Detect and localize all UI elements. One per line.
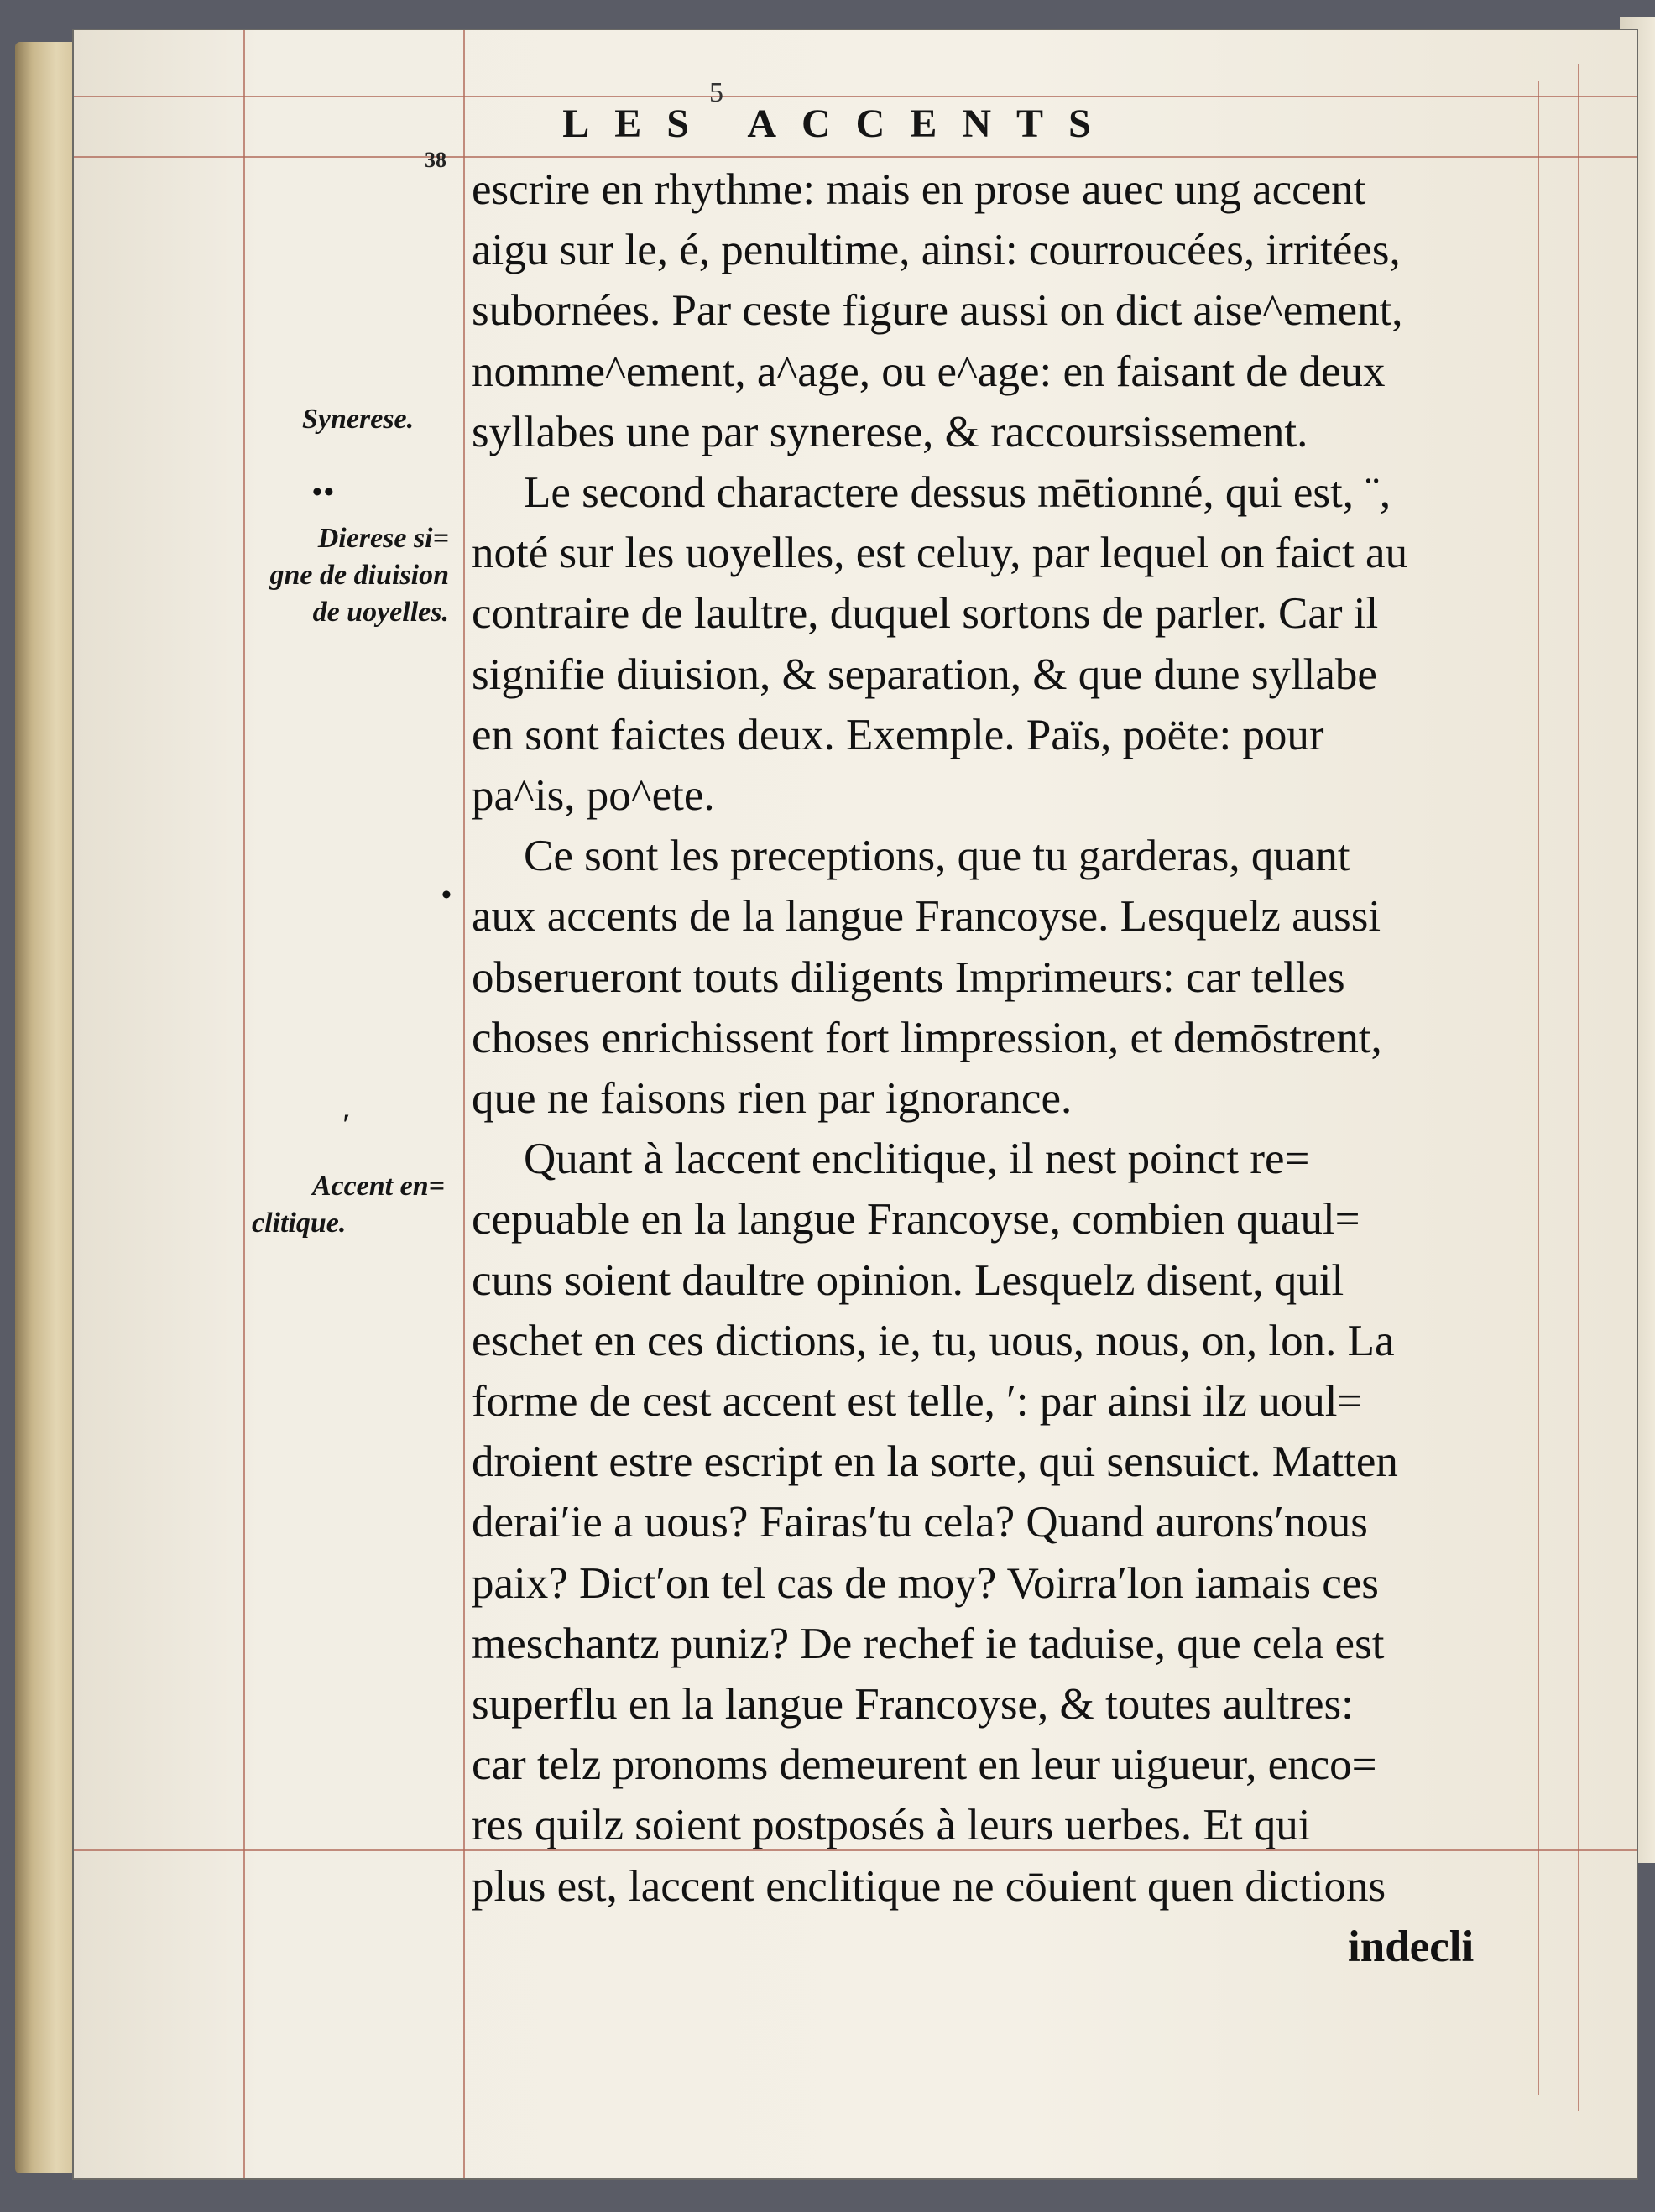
text-line: contraire de laultre, duquel sortons de parler. Car il (472, 589, 1379, 639)
text-line: nomme^ement, a^age, ou e^age: en faisant de deux (472, 347, 1386, 396)
margin-note-enclitic-line: Accent en= (311, 1171, 445, 1202)
top-rule (74, 96, 1637, 97)
page-number: 38 (425, 148, 446, 172)
margin-dot: • (441, 879, 452, 910)
text-line: Quant à laccent enclitique, il nest poinct re= (524, 1135, 1310, 1184)
text-line: superflu en la langue Francoyse, & toutes aultres: (472, 1680, 1354, 1729)
running-title: LES ACCENTS (562, 102, 1116, 146)
margin-note-enclitic (252, 1168, 445, 1242)
text-line: paix? Dictʹon tel cas de moy? Voirraʹlon iamais ces (472, 1558, 1379, 1608)
main-text-block (472, 159, 1504, 1977)
text-line: cuns soient daultre opinion. Lesquelz disent, quil (472, 1255, 1344, 1305)
catchword: indecli (1348, 1922, 1475, 1971)
margin-note-enclitic-line: clitique. (252, 1208, 347, 1239)
signature-mark: 5 (709, 77, 723, 108)
text-line: meschantz puniz? De rechef ie taduise, que cela est (472, 1619, 1385, 1668)
text-line: escrire en rhythme: mais en prose auec ung accent (472, 165, 1366, 214)
margin-note-dierese (252, 520, 449, 631)
book-binding (15, 42, 74, 2173)
text-line: choses enrichissent fort limpression, et demōstrent, (472, 1013, 1382, 1062)
text-line: subornées. Par ceste figure aussi on dict aise^ement, (472, 286, 1403, 336)
text-left-rule (463, 30, 465, 2178)
text-line: pa^is, po^ete. (472, 771, 715, 821)
text-line: eschet en ces dictions, ie, tu, uous, nous, on, lon. La (472, 1316, 1395, 1365)
outer-right-rule (1578, 64, 1579, 2111)
margin-note-dierese-line: gne de diuision (269, 560, 449, 591)
text-line: Le second charactere dessus mētionné, qui est, ¨, (524, 468, 1391, 518)
text-line: plus est, laccent enclitique ne cōuient quen dictions (472, 1861, 1386, 1911)
text-line: noté sur les uoyelles, est celuy, par lequel on faict au (472, 529, 1408, 578)
text-line: cepuable en la langue Francoyse, combien quaul= (472, 1195, 1360, 1244)
text-line: obserueront touts diligents Imprimeurs: car telles (472, 952, 1345, 1002)
margin-note-dierese-line: de uoyelles. (312, 597, 449, 628)
text-line: forme de cest accent est telle, ʹ: par ainsi ilz uoul= (472, 1377, 1363, 1427)
left-margin-rule (243, 30, 245, 2178)
header-rule (74, 156, 1637, 158)
margin-note-dierese-line: Dierese si= (317, 523, 449, 554)
text-line: que ne faisons rien par ignorance. (472, 1074, 1073, 1124)
text-line: Ce sont les preceptions, que tu garderas, quant (524, 832, 1350, 881)
text-line: signifie diuision, & separation, & que dune syllabe (472, 650, 1377, 699)
enclitic-accent-mark: ʹ (342, 1109, 351, 1140)
text-right-rule (1538, 81, 1539, 2095)
text-line: syllabes une par synerese, & raccoursissement. (472, 407, 1308, 456)
dieresis-mark: •• (312, 477, 336, 508)
text-line: res quilz soient postposés à leurs uerbes. Et qui (472, 1801, 1311, 1850)
text-line: droient estre escript en la sorte, qui sensuict. Matten (472, 1437, 1398, 1487)
text-line: aigu sur le, é, penultime, ainsi: courroucées, irritées, (472, 226, 1401, 275)
text-line: deraiʹie a uous? Fairasʹtu cela? Quand auronsʹnous (472, 1498, 1368, 1547)
text-line: car telz pronoms demeurent en leur uigueur, enco= (472, 1740, 1377, 1790)
text-line: en sont faictes deux. Exemple. Païs, poëte: pour (472, 710, 1324, 759)
margin-note-synerese: Synerese. (302, 404, 415, 435)
text-line: aux accents de la langue Francoyse. Lesquelz aussi (472, 892, 1381, 942)
